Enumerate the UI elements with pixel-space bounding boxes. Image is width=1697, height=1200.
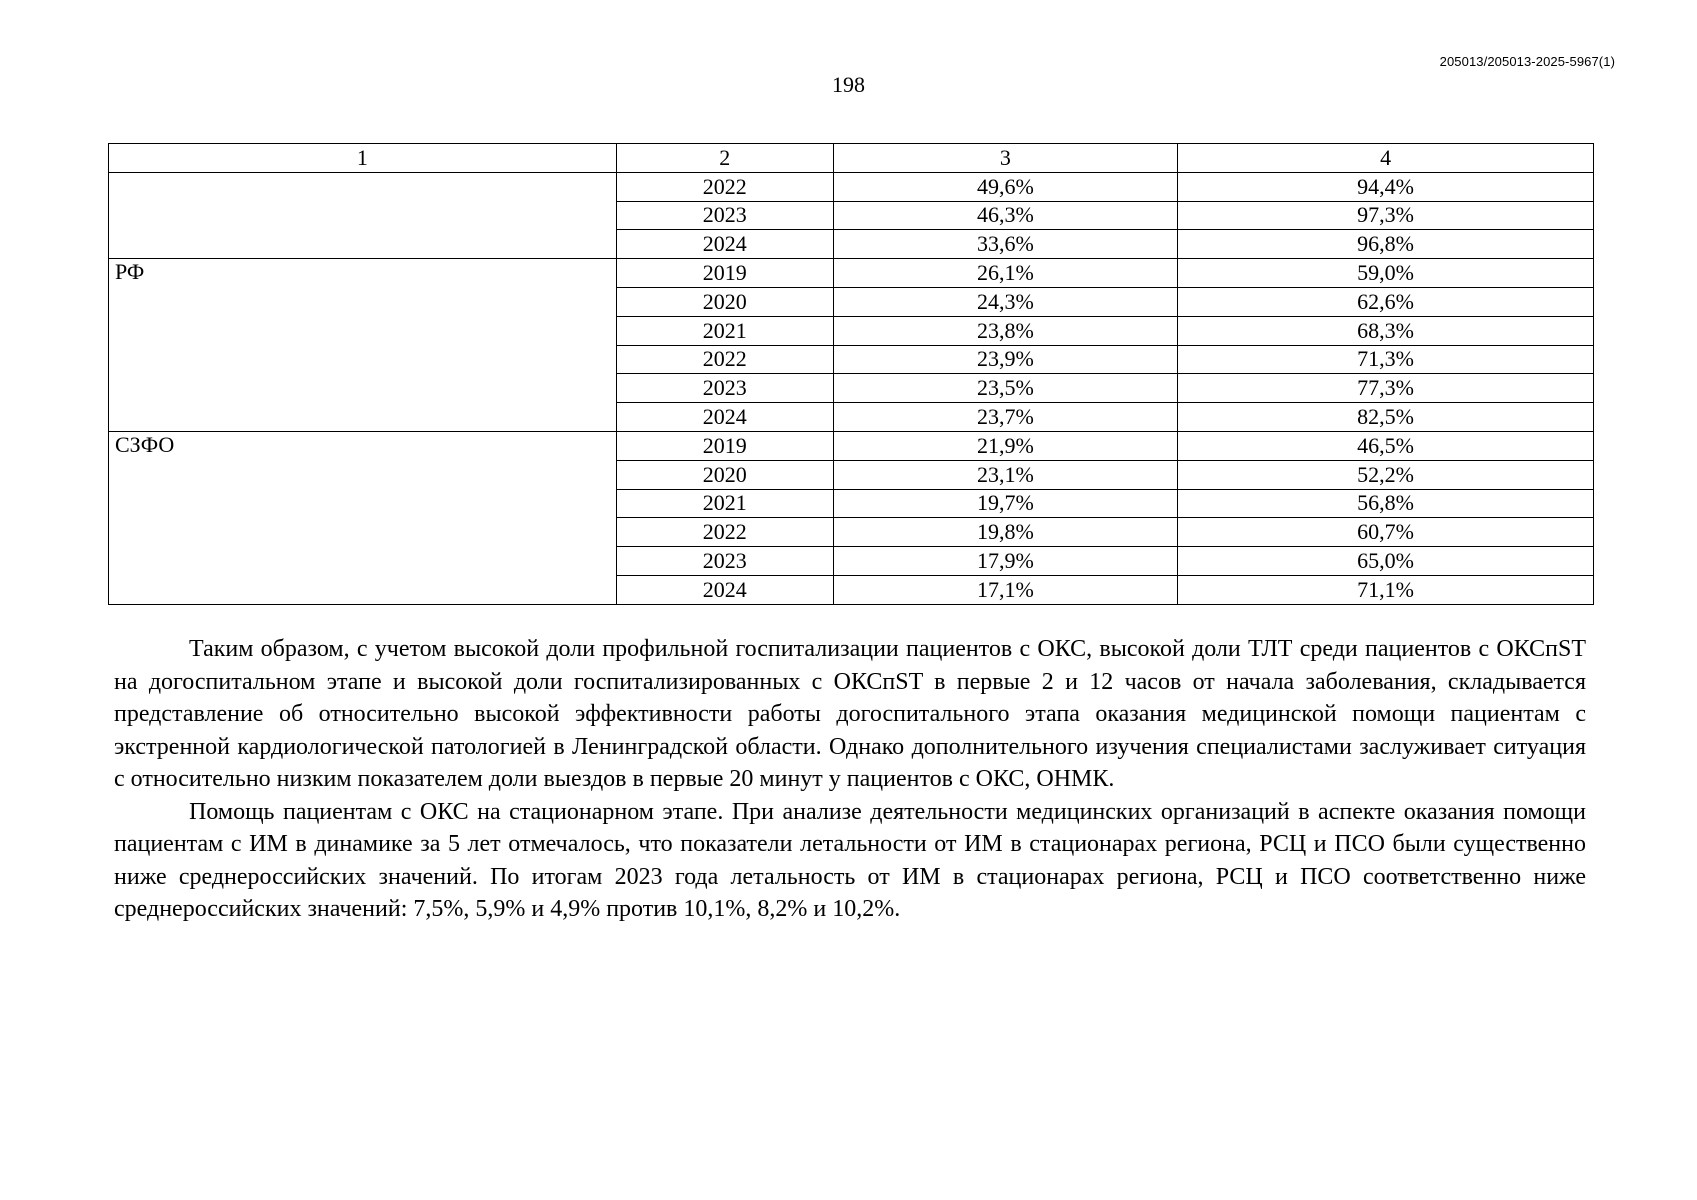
value-cell: 23,7% [833, 403, 1178, 432]
value-cell: 46,5% [1178, 431, 1594, 460]
value-cell: 94,4% [1178, 172, 1594, 201]
value-cell: 21,9% [833, 431, 1178, 460]
year-cell: 2024 [616, 230, 833, 259]
table-header-row [109, 144, 1594, 173]
document-id: 205013/205013-2025-5967(1) [1439, 54, 1615, 69]
table-row [109, 172, 1594, 201]
value-cell: 23,5% [833, 374, 1178, 403]
year-cell: 2020 [616, 287, 833, 316]
page-number: 198 [832, 72, 865, 97]
value-cell: 65,0% [1178, 547, 1594, 576]
value-cell: 23,1% [833, 460, 1178, 489]
region-cell [109, 172, 617, 258]
value-cell: 52,2% [1178, 460, 1594, 489]
column-header: 1 [109, 144, 617, 173]
year-cell: 2022 [616, 518, 833, 547]
table-row [109, 431, 1594, 460]
year-cell: 2023 [616, 201, 833, 230]
column-header: 3 [833, 144, 1178, 173]
paragraph: Таким образом, с учетом высокой доли профильной госпитализации пациентов с ОКС, высокой доли ТЛТ среди пациентов с ОКСпST на догоспитальном этапе и высокой доли госпитализированных с ОКСпST в первые 2 и 12 часов от начала заболевания, складывается представление об относительно высокой эффективности работы догоспитального этапа оказания медицинской помощи пациентам с экстренной кардиологической патологией в Ленинградской области. Однако дополнительного изучения специалистами заслуживает ситуация с относительно низким показателем доли выездов в первые 20 минут у пациентов с ОКС, ОНМК. [114, 636, 1586, 792]
value-cell: 82,5% [1178, 403, 1594, 432]
value-cell: 26,1% [833, 259, 1178, 288]
year-cell: 2024 [616, 403, 833, 432]
year-cell: 2022 [616, 345, 833, 374]
value-cell: 68,3% [1178, 316, 1594, 345]
region-cell: РФ [109, 259, 617, 432]
value-cell: 60,7% [1178, 518, 1594, 547]
value-cell: 46,3% [833, 201, 1178, 230]
year-cell: 2022 [616, 172, 833, 201]
year-cell: 2019 [616, 431, 833, 460]
value-cell: 62,6% [1178, 287, 1594, 316]
value-cell: 17,1% [833, 575, 1178, 604]
value-cell: 71,3% [1178, 345, 1594, 374]
year-cell: 2019 [616, 259, 833, 288]
value-cell: 19,7% [833, 489, 1178, 518]
value-cell: 23,9% [833, 345, 1178, 374]
value-cell: 19,8% [833, 518, 1178, 547]
year-cell: 2021 [616, 489, 833, 518]
paragraph: Помощь пациентам с ОКС на стационарном этапе. При анализе деятельности медицинских организаций в аспекте оказания помощи пациентам с ИМ в динамике за 5 лет отмечалось, что показатели летальности от ИМ в стационарах региона, РСЦ и ПСО были существенно ниже среднероссийских значений. По итогам 2023 года летальность от ИМ в стационарах региона, РСЦ и ПСО соответственно ниже среднероссийских значений: 7,5%, 5,9% и 4,9% против 10,1%, 8,2% и 10,2%. [114, 798, 1586, 922]
column-header: 2 [616, 144, 833, 173]
year-cell: 2020 [616, 460, 833, 489]
value-cell: 24,3% [833, 287, 1178, 316]
year-cell: 2023 [616, 547, 833, 576]
value-cell: 59,0% [1178, 259, 1594, 288]
year-cell: 2021 [616, 316, 833, 345]
value-cell: 56,8% [1178, 489, 1594, 518]
value-cell: 23,8% [833, 316, 1178, 345]
value-cell: 97,3% [1178, 201, 1594, 230]
column-header: 4 [1178, 144, 1594, 173]
value-cell: 71,1% [1178, 575, 1594, 604]
year-cell: 2024 [616, 575, 833, 604]
value-cell: 33,6% [833, 230, 1178, 259]
data-table [108, 143, 1594, 605]
value-cell: 49,6% [833, 172, 1178, 201]
region-cell: СЗФО [109, 431, 617, 604]
table-row [109, 259, 1594, 288]
body-text [114, 633, 1586, 926]
value-cell: 17,9% [833, 547, 1178, 576]
value-cell: 77,3% [1178, 374, 1594, 403]
year-cell: 2023 [616, 374, 833, 403]
value-cell: 96,8% [1178, 230, 1594, 259]
